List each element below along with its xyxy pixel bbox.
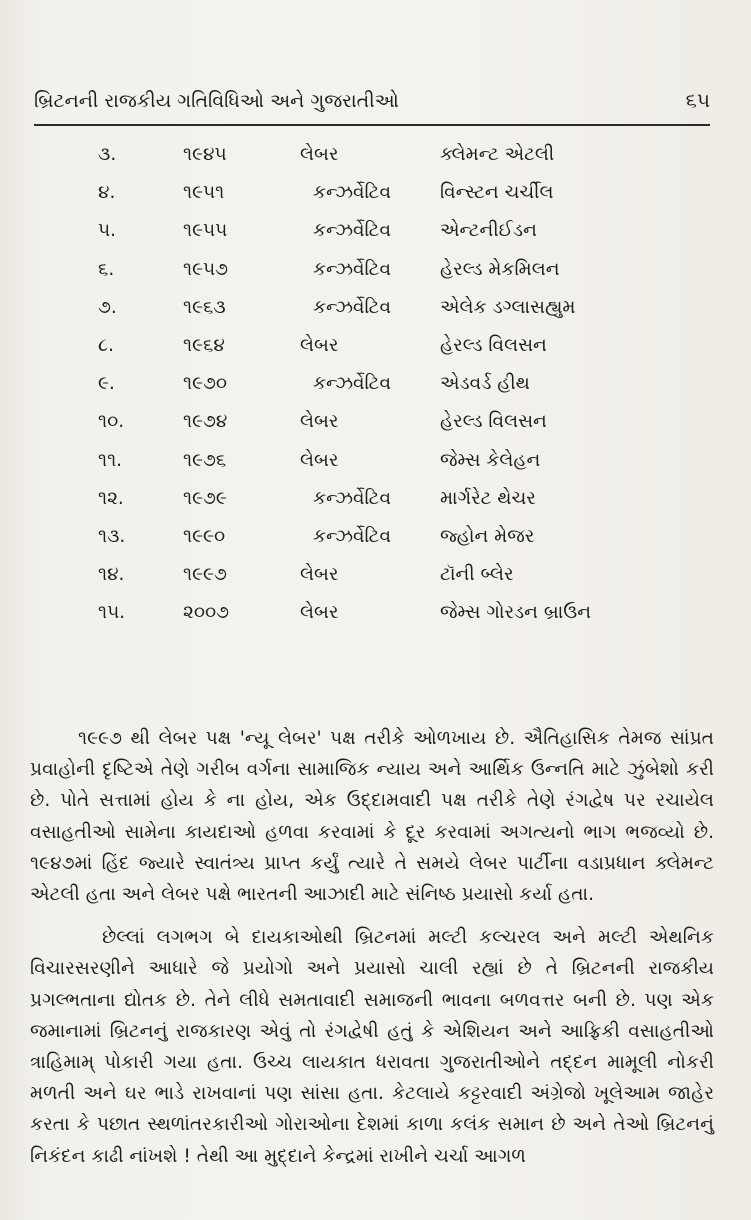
row-year: ૧૯૭૯ bbox=[183, 487, 227, 509]
row-number: ૮. bbox=[98, 334, 115, 356]
list-row bbox=[0, 598, 751, 636]
row-party: લેબર bbox=[300, 449, 339, 471]
prime-minister-list bbox=[0, 140, 751, 636]
row-year: ૨૦૦૭ bbox=[183, 602, 229, 624]
row-number: ૩. bbox=[98, 144, 117, 165]
row-party: કન્ઝર્વેટિવ bbox=[313, 487, 391, 509]
paragraph: ૧૯૯૭ થી લેબર પક્ષ 'ન્યૂ લેબર' પક્ષ તરીકે ઓળખાય છે. ઐતિહાસિક તેમજ સાંપ્રત પ્રવાહોની દૃષ્ટિએ તેણે ગરીબ વર્ગના સામાજિક ન્યાય અને આર્થિક ઉન્નતિ માટે ઝુંબેશો કરી છે. પોતે સત્તામાં હોય કે ના હોય, એક ઉદ્દામવાદી પક્ષ તરીકે તેણે રંગદ્વેષ પર રચાયેલ વસાહતીઓ સામેના કાયદાઓ હળવા કરવામાં કે દૂર કરવામાં અગત્યનો ભાગ ભજવ્યો છે. ૧૯૪૭માં હિંદ જ્યારે સ્વાતંત્ર્ય પ્રાપ્ત કર્યું ત્યારે તે સમયે લેબર પાર્ટીના વડાપ્રધાન ક્લેમન્ટ એટલી હતા અને લેબર પક્ષે ભારતની આઝાદી માટે સંનિષ્ઠ પ્રયાસો કર્યા હતા. bbox=[30, 728, 714, 906]
row-number: ૧૦. bbox=[98, 411, 125, 433]
row-prime-minister: ક્લેમન્ટ એટલી bbox=[440, 144, 555, 165]
row-party: કન્ઝર્વેટિવ bbox=[313, 258, 391, 280]
row-number: ૫. bbox=[98, 220, 117, 242]
row-prime-minister: માર્ગરેટ થેચર bbox=[440, 487, 536, 509]
list-row bbox=[0, 446, 751, 484]
row-party: લેબર bbox=[300, 602, 339, 624]
list-row bbox=[0, 484, 751, 522]
row-party: કન્ઝર્વેટિવ bbox=[313, 525, 391, 547]
row-number: ૧૨. bbox=[98, 487, 124, 509]
row-prime-minister: જેમ્સ કેલેહન bbox=[440, 449, 541, 471]
row-number: ૧૧. bbox=[98, 449, 123, 471]
page-number: ૬૫ bbox=[685, 88, 710, 112]
row-year: ૧૯૭૦ bbox=[183, 373, 228, 395]
row-party: કન્ઝર્વેટિવ bbox=[313, 373, 391, 395]
row-number: ૧૩. bbox=[98, 525, 126, 547]
list-row bbox=[0, 407, 751, 445]
row-year: ૧૯૪૫ bbox=[183, 144, 227, 165]
list-row bbox=[0, 560, 751, 598]
row-number: ૪. bbox=[98, 182, 116, 204]
row-party: કન્ઝર્વેટિવ bbox=[313, 220, 391, 242]
page-header bbox=[34, 86, 710, 120]
list-row bbox=[0, 522, 751, 560]
row-number: ૭. bbox=[98, 296, 117, 318]
row-prime-minister: હેરલ્ડ મેકમિલન bbox=[440, 258, 560, 280]
row-prime-minister: જેમ્સ ગોરડન બ્રાઉન bbox=[440, 602, 591, 624]
list-row bbox=[0, 140, 751, 178]
row-prime-minister: એડવર્ડ હીથ bbox=[440, 373, 530, 395]
row-year: ૧૯૬૪ bbox=[183, 334, 225, 356]
row-prime-minister: હેરલ્ડ વિલસન bbox=[440, 411, 547, 433]
row-party: કન્ઝર્વેટિવ bbox=[313, 296, 391, 318]
running-title: બ્રિટનની રાજકીય ગતિવિધિઓ અને ગુજરાતીઓ bbox=[34, 90, 399, 112]
list-row bbox=[0, 255, 751, 293]
row-year: ૧૯૫૧ bbox=[183, 182, 225, 204]
row-prime-minister: ટૉની બ્લેર bbox=[440, 564, 514, 586]
row-prime-minister: જ્હોન મેજર bbox=[440, 525, 535, 547]
row-year: ૧૯૫૫ bbox=[183, 220, 228, 242]
row-year: ૧૯૫૭ bbox=[183, 258, 229, 280]
row-prime-minister: એન્ટનીઈડન bbox=[440, 220, 537, 242]
row-year: ૧૯૯૭ bbox=[183, 564, 227, 586]
row-party: લેબર bbox=[300, 411, 339, 433]
row-number: ૧૪. bbox=[98, 564, 125, 586]
list-row bbox=[0, 178, 751, 216]
header-rule bbox=[34, 124, 710, 126]
list-row bbox=[0, 216, 751, 254]
row-year: ૧૯૬૩ bbox=[183, 296, 226, 318]
row-prime-minister: એલેક ડગ્લાસહ્યુમ bbox=[440, 296, 576, 318]
row-number: ૧૫. bbox=[98, 602, 126, 624]
list-row bbox=[0, 293, 751, 331]
row-party: લેબર bbox=[300, 564, 339, 586]
row-party: કન્ઝર્વેટિવ bbox=[313, 182, 391, 204]
row-year: ૧૯૭૬ bbox=[183, 449, 227, 471]
paragraph: છેલ્લાં લગભગ બે દાયકાઓથી બ્રિટનમાં મલ્ટી કલ્ચરલ અને મલ્ટી એથનિક વિચારસરણીને આધારે જે પ્રયોગો અને પ્રયાસો ચાલી રહ્યાં છે તે બ્રિટનની રાજકીય પ્રગલ્ભતાના દ્યોતક છે. તેને લીધે સમતાવાદી સમાજની ભાવના બળવત્તર બની છે. પણ એક જમાનામાં બ્રિટનનું રાજકારણ એવું તો રંગદ્વેષી હતું કે એશિયન અને આફ્રિકી વસાહતીઓ ત્રાહિમામ્ પોકારી ગયા હતા. ઉચ્ચ લાયકાત ધરાવતા ગુજરાતીઓને તદ્દન મામૂલી નોકરી મળતી અને ઘર ભાડે રાખવાનાં પણ સાંસા હતા. કેટલાયે કટ્ટરવાદી અંગ્રેજો ખૂલેઆમ જાહેર કરતા કે પછાત સ્થળાંતરકારીઓ ગોરાઓના દેશમાં કાળા કલંક સમાન છે અને તેઓ બ્રિટનનું નિકંદન કાઢી નાંખશે ! તેથી આ મુદ્દાને કેન્દ્રમાં રાખીને ચર્ચા આગળ bbox=[30, 927, 714, 1167]
row-prime-minister: વિન્સ્ટન ચર્ચીલ bbox=[440, 182, 554, 204]
list-row bbox=[0, 331, 751, 369]
row-prime-minister: હેરલ્ડ વિલસન bbox=[440, 334, 547, 356]
row-year: ૧૯૯૦ bbox=[183, 525, 226, 547]
row-year: ૧૯૭૪ bbox=[183, 411, 228, 433]
row-number: ૯. bbox=[98, 373, 115, 395]
row-number: ૬. bbox=[98, 258, 115, 280]
body-text bbox=[30, 723, 714, 1172]
row-party: લેબર bbox=[300, 334, 339, 356]
row-party: લેબર bbox=[300, 144, 339, 165]
list-row bbox=[0, 369, 751, 407]
